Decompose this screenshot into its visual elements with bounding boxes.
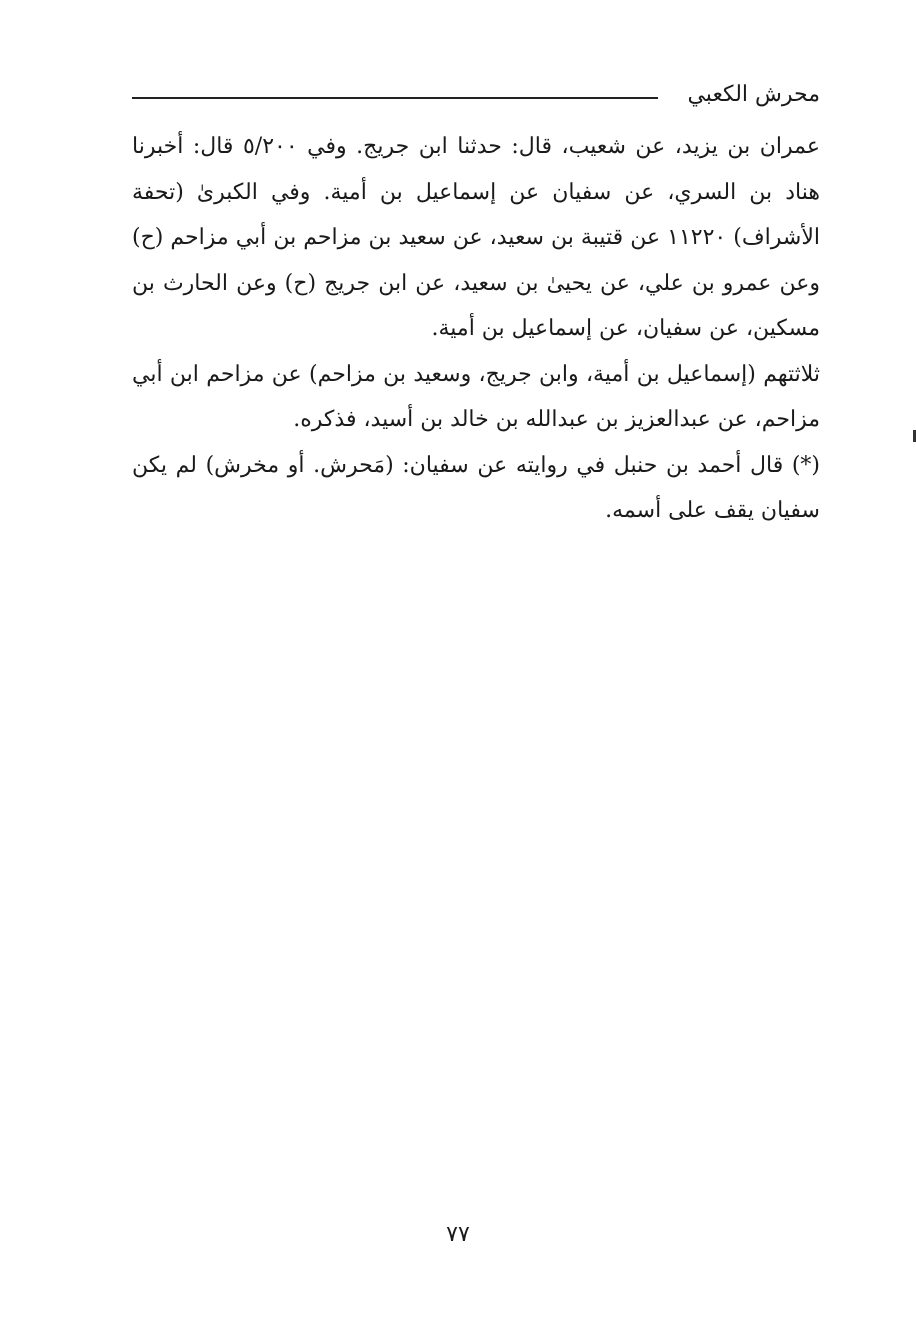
header-rule	[132, 97, 658, 99]
paragraph-summary: ثلاثتهم (إسماعيل بن أمية، وابن جريج، وسعيد بن مزاحم) عن مزاحم ابن أبي مزاحم، عن عبدالعزيز بن عبدالله بن خالد بن أسيد، فذكره.	[132, 361, 820, 432]
running-header	[132, 80, 820, 120]
page-number: ٧٧	[446, 1222, 470, 1247]
running-title: محرش الكعبي	[687, 82, 820, 107]
body-text	[132, 124, 820, 534]
paragraph-footnote: (*) قال أحمد بن حنبل في روايته عن سفيان: (مَحرش. أو مخرش) لم يكن سفيان يقف على أسمه.	[132, 452, 820, 523]
paragraph-citation: عمران بن يزيد، عن شعيب، قال: حدثنا ابن جريج. وفي ٥/٢٠٠ قال: أخبرنا هناد بن السري، عن سفيان عن إسماعيل بن أمية. وفي الكبرىٰ (تحفة الأشراف) ١١٢٢٠ عن قتيبة بن سعيد، عن سعيد بن مزاحم بن أبي مزاحم (ح) وعن عمرو بن علي، عن يحيىٰ بن سعيد، عن ابن جريج (ح) وعن الحارث بن مسكين، عن سفيان، عن إسماعيل بن أمية.	[132, 134, 820, 341]
